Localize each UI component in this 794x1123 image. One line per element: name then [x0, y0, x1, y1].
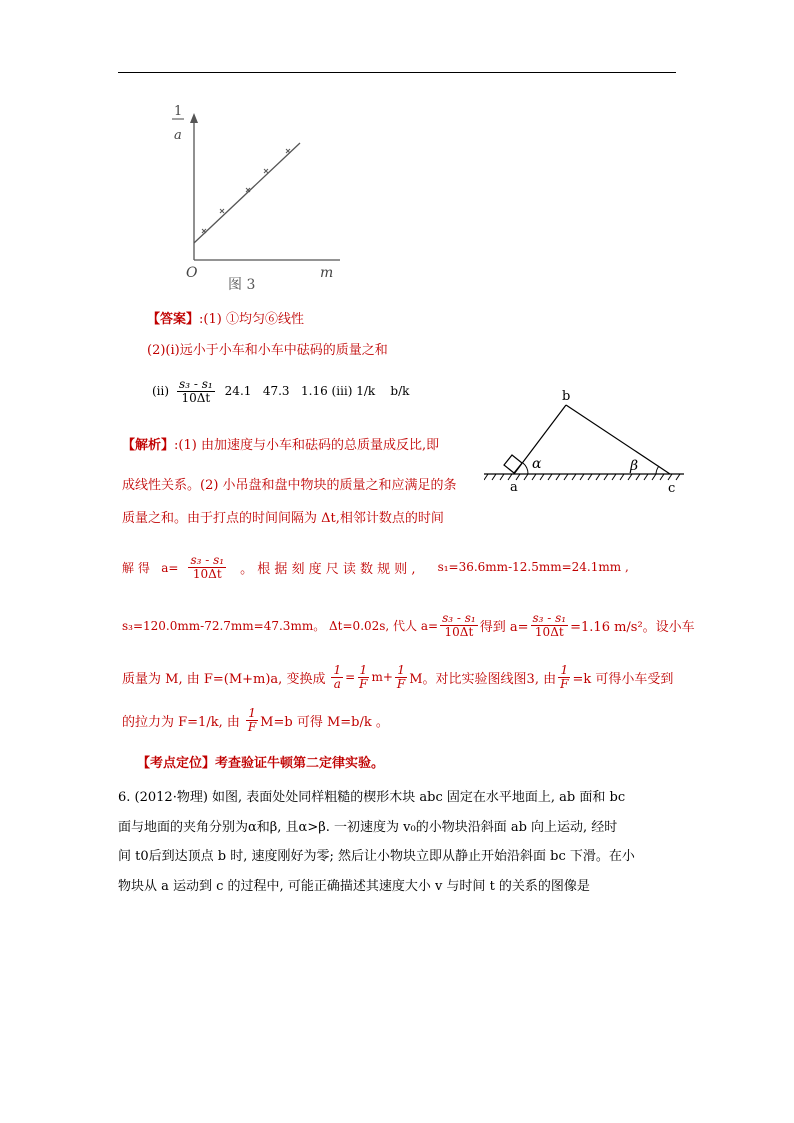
header-rule	[118, 72, 676, 73]
answer-tag: 【答案】	[147, 312, 200, 327]
answer-fraction: $\frac{\text{s₃ - s₁}}{10\Delta t}$	[179, 377, 213, 405]
label-a: a	[510, 480, 518, 495]
kaodian-line: 【考点定位】考查验证牛顿第二定律实验。	[137, 756, 385, 771]
origin-label: O	[186, 265, 198, 281]
analysis-line-3: 质量之和。由于打点的时间间隔为 Δt,相邻计数点的时间	[122, 511, 444, 526]
question-line-3: 间 t0后到达顶点 b 时, 速度刚好为零; 然后让小物块立即从静止开始沿斜面 bc 下滑。在小	[118, 849, 635, 864]
label-alpha: α	[532, 456, 542, 472]
y-label-num: 1	[174, 104, 183, 119]
slope-bc	[566, 405, 670, 474]
analysis-line-2: 成线性关系。(2) 小吊盘和盘中物块的质量之和应满足的条	[122, 478, 457, 493]
question-line-1: 6. (2012·物理) 如图, 表面处处同样粗糙的楔形木块 abc 固定在水平地面上, ab 面和 bc	[118, 790, 626, 805]
analysis-line-4: 解 得 a= $\frac{\text{s₃ - s₁}}{10\Delta t}$ 。 根 据 刻 度 尺 读 数 规 则 , s₁=36.6mm-12.5mm=24.1mm ,	[122, 553, 629, 581]
answer-line-2: (2)(ⅰ)远小于小车和小车中砝码的质量之和	[147, 343, 388, 358]
y-axis-arrow	[190, 113, 198, 123]
beta-arc	[656, 466, 659, 474]
data-points	[202, 149, 290, 233]
kaodian-tag: 【考点定位】	[137, 756, 216, 771]
block	[504, 455, 522, 473]
question-line-2: 面与地面的夹角分别为α和β, 且α>β. 一初速度为 v₀的小物块沿斜面 ab 向上运动, 经时	[118, 820, 618, 835]
x-label: m	[320, 265, 334, 281]
label-beta: β	[630, 458, 639, 474]
analysis-line-6: 质量为 M, 由 F=(M+m)a, 变换成 $\frac{1}{a}$ = $\frac{1}{F}$ m+ $\frac{1}{F}$ M。对比实验图线图3, 由 $\frac{1}{F}$ =k 可得小车受到	[122, 663, 674, 691]
analysis-tag: 【解析】	[122, 438, 175, 453]
answer-line-3: (ⅱ) $\frac{\text{s₃ - s₁}}{10\Delta t}$ 24.1 47.3 1.16 (ⅲ) 1/k b/k	[152, 377, 410, 405]
alpha-arc	[523, 463, 528, 474]
label-c: c	[668, 481, 676, 496]
figure-3-graph	[150, 95, 350, 300]
y-label-den: a	[174, 128, 182, 143]
figure-caption: 图 3	[228, 277, 256, 293]
analysis-line-1: 【解析】:(1) 由加速度与小车和砝码的总质量成反比,即	[122, 438, 440, 453]
answer-line-1: 【答案】:(1) ①均匀⑥线性	[147, 312, 304, 327]
question-line-4: 物块从 a 运动到 c 的过程中, 可能正确描述其速度大小 v 与时间 t 的关系的图像是	[118, 879, 590, 894]
analysis-line-7: 的拉力为 F=1/k, 由 $\frac{1}{F}$ M=b 可得 M=b/k 。	[122, 706, 389, 734]
label-b: b	[562, 389, 571, 404]
wedge-figure	[484, 388, 684, 498]
analysis-line-5: s₃=120.0mm-72.7mm=47.3mm。 Δt=0.02s, 代人 a= $\frac{\text{s₃ - s₁}}{10\Delta t}$ 得到 a= $\frac{\text{s₃ - s₁}}{10\Delta t}$ =1.16 m/s²。设小车	[122, 611, 695, 639]
fit-line	[194, 143, 300, 243]
